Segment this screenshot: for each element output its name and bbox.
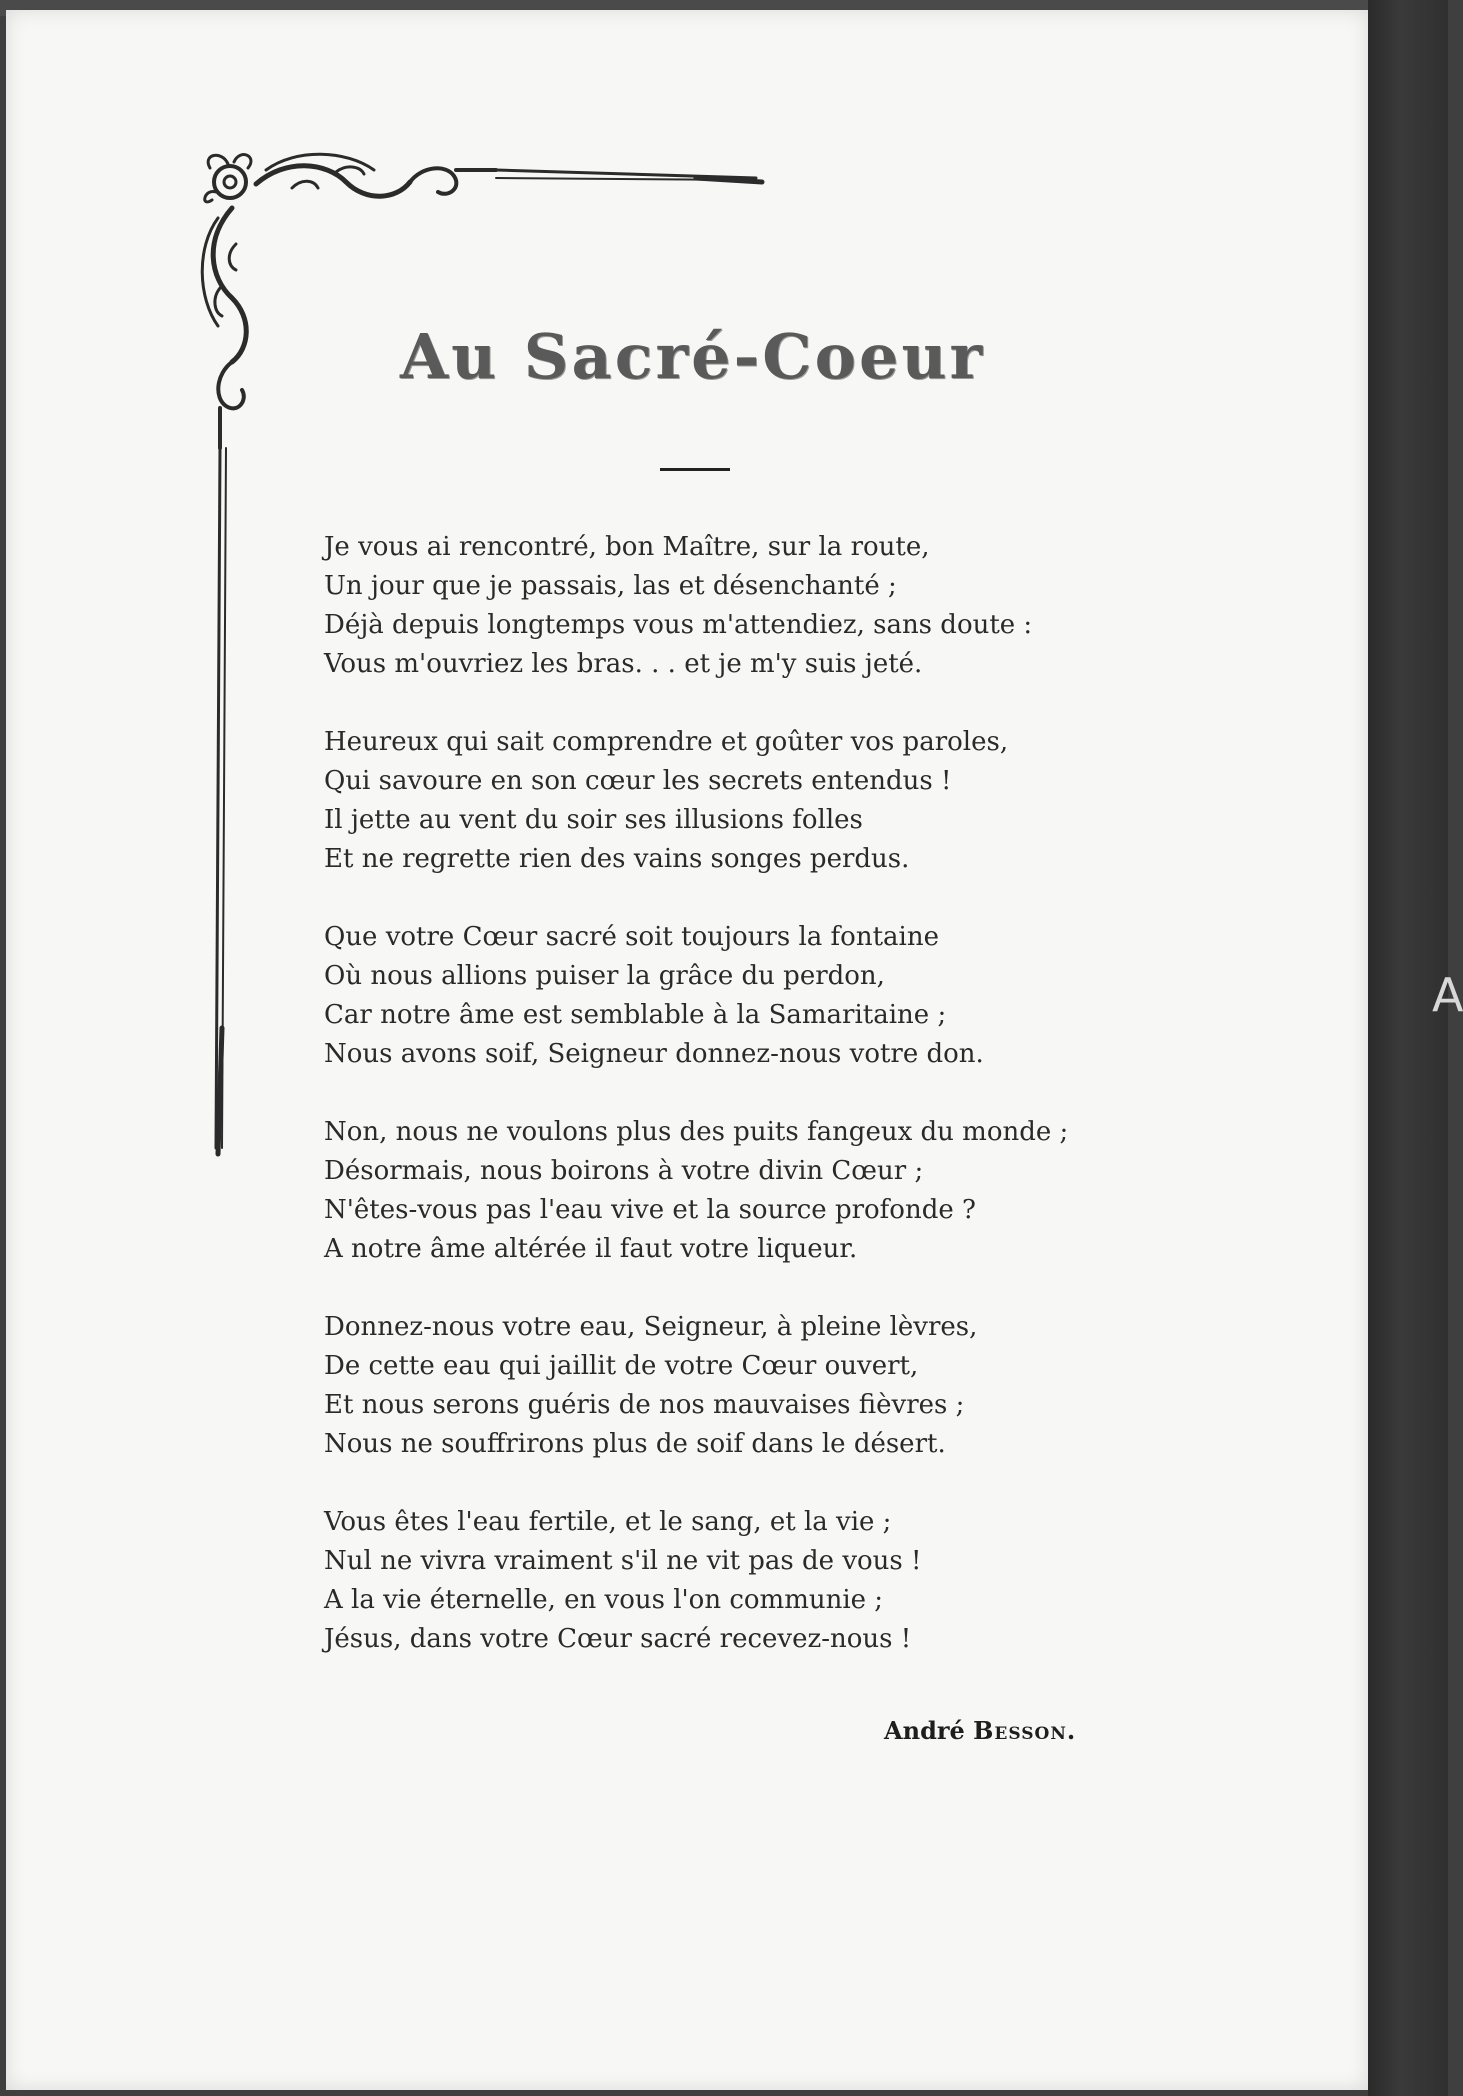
poem-line: Nul ne vivra vraiment s'il ne vit pas de vous ! [324,1546,922,1576]
poem-line: Donnez-nous votre eau, Seigneur, à pleine lèvres, [324,1312,978,1342]
title-separator [660,468,730,471]
author-last-name: Besson. [973,1716,1077,1745]
poem-line: Vous m'ouvriez les bras. . . et je m'y suis jeté. [324,649,923,679]
poem-line: Nous ne souffrirons plus de soif dans le désert. [324,1429,946,1459]
poem-line: A notre âme altérée il faut votre liqueur. [324,1234,858,1264]
poem-line: Un jour que je passais, las et désenchanté ; [324,571,897,601]
poem-line: Désormais, nous boirons à votre divin Cœur ; [324,1156,924,1186]
poem-line: Il jette au vent du soir ses illusions folles [324,805,863,835]
poem-line: Que votre Cœur sacré soit toujours la fontaine [324,922,939,952]
stanza-3 [324,918,1224,1074]
poem-line: Je vous ai rencontré, bon Maître, sur la route, [324,532,930,562]
stanza-4 [324,1113,1224,1269]
stanza-5 [324,1308,1224,1464]
scan-right-edge [1368,0,1448,2096]
poem-line: Heureux qui sait comprendre et goûter vos paroles, [324,727,1009,757]
author-signature [884,1716,1076,1745]
author-first-name: André [884,1716,965,1745]
poem-line: Qui savoure en son cœur les secrets entendus ! [324,766,952,796]
poem-title: Au Sacré-Coeur [400,320,986,393]
poem-line: De cette eau qui jaillit de votre Cœur ouvert, [324,1351,919,1381]
stanza-2 [324,723,1224,879]
poem-line: Nous avons soif, Seigneur donnez-nous votre don. [324,1039,984,1069]
poem-line: Non, nous ne voulons plus des puits fangeux du monde ; [324,1117,1069,1147]
poem-line: Où nous allions puiser la grâce du perdon, [324,961,885,991]
poem-line: Déjà depuis longtemps vous m'attendiez, sans doute : [324,610,1033,640]
stanza-1 [324,528,1224,684]
poem-line: Car notre âme est semblable à la Samaritaine ; [324,1000,947,1030]
poem-line: Vous êtes l'eau fertile, et le sang, et la vie ; [324,1507,892,1537]
poem-line: Jésus, dans votre Cœur sacré recevez-nous ! [324,1624,912,1654]
poem-line: Et nous serons guéris de nos mauvaises fièvres ; [324,1390,965,1420]
stanza-6 [324,1503,1224,1659]
poem-line: Et ne regrette rien des vains songes perdus. [324,844,910,874]
poem-line: A la vie éternelle, en vous l'on communie ; [324,1585,884,1615]
poem-body [324,528,1224,1698]
edge-mark: A [1432,968,1463,1022]
poem-line: N'êtes-vous pas l'eau vive et la source profonde ? [324,1195,976,1225]
